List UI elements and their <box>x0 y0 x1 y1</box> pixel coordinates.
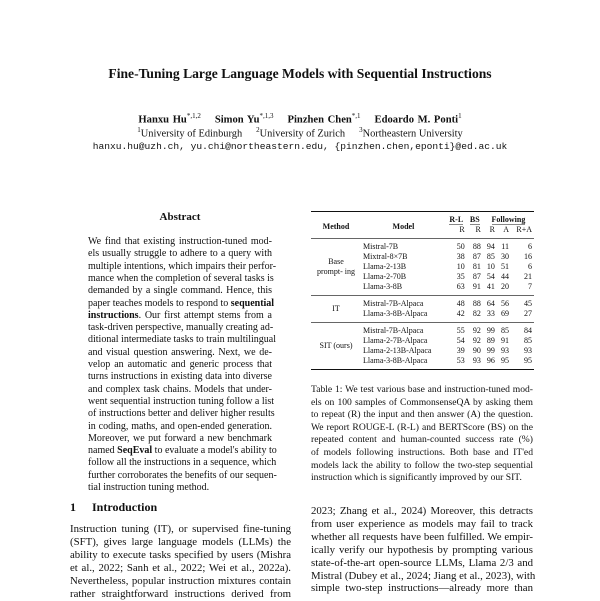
text-segment: paper teaches models to respond to <box>88 297 231 309</box>
text-line: Table 1: We test various base and instruction-tuned mod- <box>311 384 533 395</box>
value-cell: 90 <box>472 346 481 355</box>
author-name: Edoardo M. Ponti <box>374 114 459 126</box>
text-line: Instruction tuning (IT), or supervised fine-tuning <box>70 523 291 535</box>
text-line: repeated content and human-counted success rate (%) <box>311 434 533 446</box>
value-cell: 54 <box>456 336 465 345</box>
text-line: and visual question answering. Next, we de- <box>88 346 272 358</box>
header-model: Model <box>361 212 446 239</box>
text-line: 2023; Zhang et al., 2024) Moreover, this detracts <box>311 505 533 517</box>
model-cell: Llama-3-8B-Alpaca <box>363 356 428 365</box>
text-line: tial instruction tuning method. <box>88 482 210 493</box>
value-cell: 85 <box>486 252 495 261</box>
bold-term: sequential <box>230 297 275 309</box>
value-cell: 91 <box>472 282 481 291</box>
value-cell: 7 <box>528 282 532 291</box>
author-name: Hanxu Hu <box>138 114 187 126</box>
text-line: to repeat (R) the input and then answer (A) the question. <box>311 409 533 421</box>
author-affiliation-marker: 1 <box>458 112 462 120</box>
text-line <box>88 445 277 457</box>
method-cell: SIT (ours) <box>311 323 361 370</box>
value-cell: 38 <box>456 252 465 261</box>
model-cell: Llama-2-7B-Alpaca <box>363 336 428 345</box>
model-cell: Mistral-7B <box>361 239 446 253</box>
subheader-cell: R <box>459 225 465 234</box>
value-cell: 82 <box>472 309 481 318</box>
section-title: Introduction <box>92 500 158 514</box>
text-line <box>88 310 272 322</box>
affiliation-number: 2 <box>256 126 260 134</box>
value-cell: 93 <box>500 346 509 355</box>
results-table <box>311 211 534 370</box>
text-line: ditional intermediate tasks to train multilingual <box>88 334 277 346</box>
paper-title: Fine-Tuning Large Language Models with Sequential Instructions <box>108 66 492 81</box>
value-cell: 89 <box>486 336 495 345</box>
value-cell: 63 <box>456 282 465 291</box>
text-line: went sequential instruction tuning follow a list <box>88 395 275 407</box>
value-cell: 55 <box>446 323 467 337</box>
value-cell: 50 <box>446 239 467 253</box>
text-line: et al., 2022; Sanh et al., 2022; Wei et al., 2022a). <box>70 561 291 574</box>
value-cell: 85 <box>524 336 532 345</box>
text-line: We report ROUGE-L (R-L) and BERTScore (BS) on the <box>311 421 533 433</box>
affiliation-number: 3 <box>359 126 363 134</box>
value-cell: 87 <box>472 252 481 261</box>
text-segment: . Our first attempt stems from a <box>138 309 272 321</box>
value-cell: 56 <box>497 296 511 310</box>
bottom-rule <box>311 370 534 371</box>
value-cell: 69 <box>500 309 509 318</box>
author-list <box>0 112 600 126</box>
bold-term: SeqEval <box>117 445 153 457</box>
text-line: follow all the instructions in a sequence, which <box>88 457 277 469</box>
value-cell: 87 <box>472 272 481 281</box>
author-affiliation-marker: *,1,2 <box>186 112 201 120</box>
text-line: els on 100 samples of CommonsenseQA by asking them <box>311 396 533 408</box>
text-line: instruction which is significantly improved by our SIT. <box>311 472 522 484</box>
text-line: task-driven perspective, manually creating ad- <box>88 322 274 334</box>
affiliation-name: University of Zurich <box>259 128 346 140</box>
value-cell: 88 <box>467 239 483 253</box>
value-cell: 92 <box>472 336 481 345</box>
value-cell: 21 <box>524 272 532 281</box>
table-header-row <box>311 212 534 226</box>
model-cell: Llama-2-70B <box>363 272 407 281</box>
value-cell: 95 <box>500 356 509 365</box>
value-cell: 44 <box>500 272 509 281</box>
text-line: state-of-the-art open-source LLMs, Llama 2/3 and <box>311 556 533 569</box>
value-cell: 30 <box>500 252 509 261</box>
model-cell: Llama-3-8B <box>363 282 403 291</box>
value-cell: 51 <box>500 262 509 271</box>
abstract-heading: Abstract <box>159 211 201 223</box>
text-line: of instructions better and deliver higher results <box>88 408 275 420</box>
text-line: models lack the ability to follow the two-step sequential <box>311 459 533 471</box>
author-name: Simon Yu <box>214 114 260 126</box>
value-cell: 99 <box>483 323 497 337</box>
value-cell: 20 <box>500 282 509 291</box>
value-cell: 92 <box>467 323 483 337</box>
model-cell: Llama-2-13B-Alpaca <box>363 346 432 355</box>
affiliation-number: 1 <box>137 126 141 134</box>
text-line: ability to execute tasks specified by users (Mishra <box>70 548 291 561</box>
value-cell: 64 <box>483 296 497 310</box>
value-cell: 81 <box>472 262 481 271</box>
text-line: further corroborates the benefits of our sequen- <box>88 469 277 481</box>
text-segment: named <box>88 445 118 457</box>
text-line: simple two-step instructions—already more than <box>311 582 533 595</box>
value-cell: 84 <box>511 323 534 337</box>
text-line: (SFT), gives large language models (LLMs) the <box>70 535 291 548</box>
value-cell: 99 <box>486 346 495 355</box>
author-affiliation-marker: *,1 <box>351 112 361 120</box>
text-line: demanded by a single command. Hence, this <box>88 285 272 297</box>
text-line: from user experience as models may fail to track <box>311 517 533 530</box>
value-cell: 11 <box>497 239 511 253</box>
value-cell: 96 <box>486 356 495 365</box>
value-cell: 48 <box>446 296 467 310</box>
author-emails: hanxu.hu@uzh.ch, yu.chi@northeastern.edu, {pinzhen.chen,eponti}@ed.ac.uk <box>92 141 508 152</box>
bold-term: instructions <box>88 309 139 321</box>
text-line: mance when the completion of several tasks is <box>88 272 274 284</box>
text-line: We find that existing instruction-tuned mod- <box>88 236 272 247</box>
header-label: BS <box>469 215 480 224</box>
header-following <box>483 212 534 226</box>
value-cell: 91 <box>500 336 509 345</box>
text-line <box>88 297 275 310</box>
text-segment: to evaluate a model's ability to <box>152 445 277 457</box>
header-rouge-l <box>446 212 467 226</box>
text-line: in coding, maths, and open-ended generation. <box>88 420 272 432</box>
header-label: Following <box>491 215 526 224</box>
value-cell: 53 <box>456 356 465 365</box>
model-cell: Mistral-7B-Alpaca <box>361 296 446 310</box>
section-number: 1 <box>70 500 76 514</box>
text-line: Mistral (Dubey et al., 2024; Jiang et al., 2023), with <box>311 569 536 582</box>
model-cell: Mistral-7B-Alpaca <box>361 323 446 337</box>
affiliations <box>0 126 600 139</box>
text-line: Nevertheless, popular instruction mixtures contain <box>70 574 291 587</box>
text-line: els usually struggle to adhere to a query with <box>88 248 272 260</box>
table-row <box>311 239 534 253</box>
author-name: Pinzhen Chen <box>287 114 352 126</box>
value-cell: 95 <box>524 356 532 365</box>
section-heading-introduction <box>70 500 157 515</box>
value-cell: 45 <box>511 296 534 310</box>
subheader-cell: R <box>489 225 495 234</box>
method-cell: Base prompt- ing <box>311 239 361 296</box>
affiliation-name: Northeastern University <box>362 128 463 140</box>
value-cell: 93 <box>524 346 532 355</box>
model-cell: Llama-2-13B <box>363 262 407 271</box>
value-cell: 41 <box>486 282 495 291</box>
value-cell: 6 <box>528 262 532 271</box>
value-cell: 6 <box>511 239 534 253</box>
table-bottom-rule <box>311 370 534 371</box>
text-line: velop an automatic and generic process that <box>88 359 272 370</box>
value-cell: 10 <box>486 262 495 271</box>
value-cell: 85 <box>497 323 511 337</box>
table-row <box>311 296 534 310</box>
text-line: ically verify our hypothesis by prompting various <box>311 543 533 556</box>
value-cell: 39 <box>456 346 465 355</box>
subheader-cell: A <box>503 225 509 234</box>
model-cell: Mixtral-8×7B <box>363 252 408 261</box>
text-line: Moreover, we put forward a new benchmark <box>88 432 272 444</box>
value-cell: 33 <box>486 309 495 318</box>
header-bertscore <box>467 212 483 226</box>
value-cell: 88 <box>467 296 483 310</box>
model-cell: Llama-3-8B-Alpaca <box>363 309 428 318</box>
value-cell: 16 <box>524 252 532 261</box>
header-method: Method <box>311 212 361 239</box>
affiliation-name: University of Edinburgh <box>140 128 243 140</box>
value-cell: 27 <box>524 309 532 318</box>
text-line: rather straightforward instructions derived from <box>70 587 291 600</box>
subheader-cell: R <box>475 225 481 234</box>
value-cell: 93 <box>472 356 481 365</box>
method-cell: IT <box>311 296 361 323</box>
value-cell: 42 <box>456 309 465 318</box>
text-line: of models following instructions. Both base and IT'ed <box>311 447 533 458</box>
text-line: whether all requests have been fulfilled. We empir- <box>311 530 533 543</box>
value-cell: 35 <box>456 272 465 281</box>
value-cell: 94 <box>483 239 497 253</box>
subheader-cell: R+A <box>516 225 532 234</box>
text-line: turns instructions in existing data into diverse <box>88 371 272 383</box>
table-row <box>311 323 534 337</box>
text-line: and complex task chains. Models that under- <box>88 383 272 395</box>
text-line: multiple intentions, which impairs their perfor- <box>88 260 277 272</box>
value-cell: 10 <box>456 262 465 271</box>
value-cell: 54 <box>486 272 495 281</box>
author-affiliation-marker: *,1,3 <box>259 112 274 120</box>
header-label: R-L <box>449 215 464 224</box>
